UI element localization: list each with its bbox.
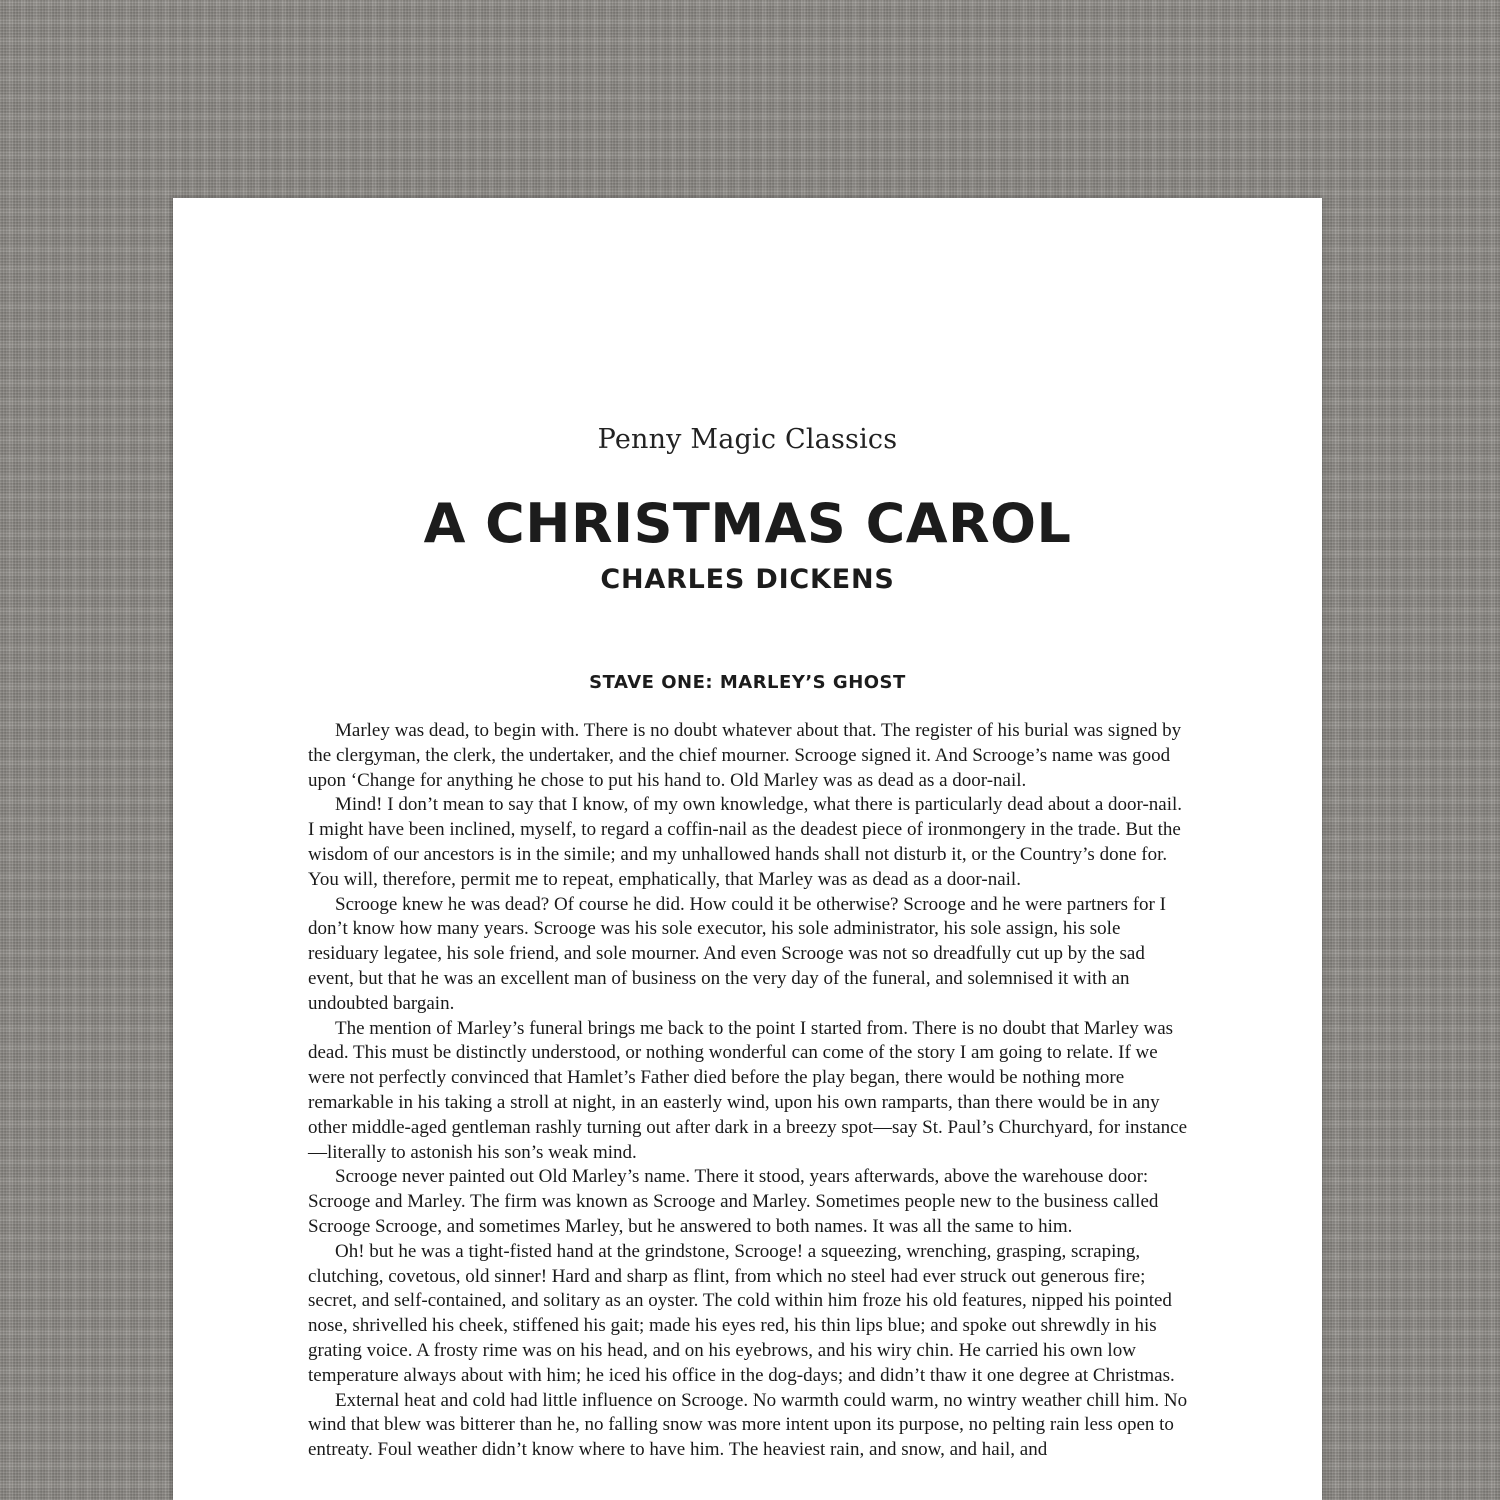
paragraph: Scrooge knew he was dead? Of course he did. How could it be otherwise? Scrooge and he were partners for I don’t know how many years. Scrooge was his sole executor, his sole administrator, his sole assign, his sole residuary legatee, his sole friend, and sole mourner. And even Scrooge was not so dreadfully cut up by the sad event, but that he was an excellent man of business on the very day of the funeral, and solemnised it with an undoubted bargain. (308, 893, 1166, 1014)
series-name: Penny Magic Classics (597, 424, 898, 455)
body-text (308, 719, 1188, 1463)
paragraph: Marley was dead, to begin with. There is no doubt whatever about that. The register of his burial was signed by the clergyman, the clerk, the undertaker, and the chief mourner. Scrooge signed it. And Scrooge’s name was good upon ‘Change for anything he chose to put his hand to. Old Marley was as dead as a door-nail. (308, 720, 1182, 791)
paragraph: Mind! I don’t mean to say that I know, of my own knowledge, what there is particularly dead about a door-nail. I might have been inclined, myself, to regard a coffin-nail as the deadest piece of ironmongery in the trade. But the wisdom of our ancestors is in the simile; and my unhallowed hands shall not disturb it, or the Country’s done for. You will, therefore, permit me to repeat, emphatically, that Marley was as dead as a door-nail. (308, 794, 1183, 890)
author-name: CHARLES DICKENS (600, 564, 895, 595)
paragraph: External heat and cold had little influence on Scrooge. No warmth could warm, no wintry weather chill him. No wind that blew was bitterer than he, no falling snow was more intent upon its purpose, no pelting rain less open to entreaty. Foul weather didn’t know where to have him. The heaviest rain, and snow, and hail, and (308, 1389, 1188, 1461)
book-title: A CHRISTMAS CAROL (423, 492, 1072, 555)
book-page (173, 198, 1322, 1500)
chapter-heading: STAVE ONE: MARLEY’S GHOST (589, 672, 906, 693)
paragraph: Scrooge never painted out Old Marley’s name. There it stood, years afterwards, above the warehouse door: Scrooge and Marley. The firm was known as Scrooge and Marley. Sometimes people new to the business called Scrooge Scrooge, and sometimes Marley, but he answered to both names. It was all the same to him. (308, 1166, 1159, 1237)
paragraph: The mention of Marley’s funeral brings me back to the point I started from. There is no doubt that Marley was dead. This must be distinctly understood, or nothing wonderful can come of the story I am going to relate. If we were not perfectly convinced that Hamlet’s Father died before the play began, there would be nothing more remarkable in his taking a stroll at night, in an easterly wind, upon his own ramparts, than there would be in any other middle-aged gentleman rashly turning out after dark in a breezy spot—say St. Paul’s Churchyard, for instance—literally to astonish his son’s weak mind. (308, 1017, 1188, 1163)
paragraph: Oh! but he was a tight-fisted hand at the grindstone, Scrooge! a squeezing, wrenching, grasping, scraping, clutching, covetous, old sinner! Hard and sharp as flint, from which no steel had ever struck out generous fire; secret, and self-contained, and solitary as an oyster. The cold within him froze his old features, nipped his pointed nose, shrivelled his cheek, stiffened his gait; made his eyes red, his thin lips blue; and spoke out shrewdly in his grating voice. A frosty rime was on his head, and on his eyebrows, and his wiry chin. He carried his own low temperature always about with him; he iced his office in the dog-days; and didn’t thaw it one degree at Christmas. (308, 1240, 1175, 1386)
